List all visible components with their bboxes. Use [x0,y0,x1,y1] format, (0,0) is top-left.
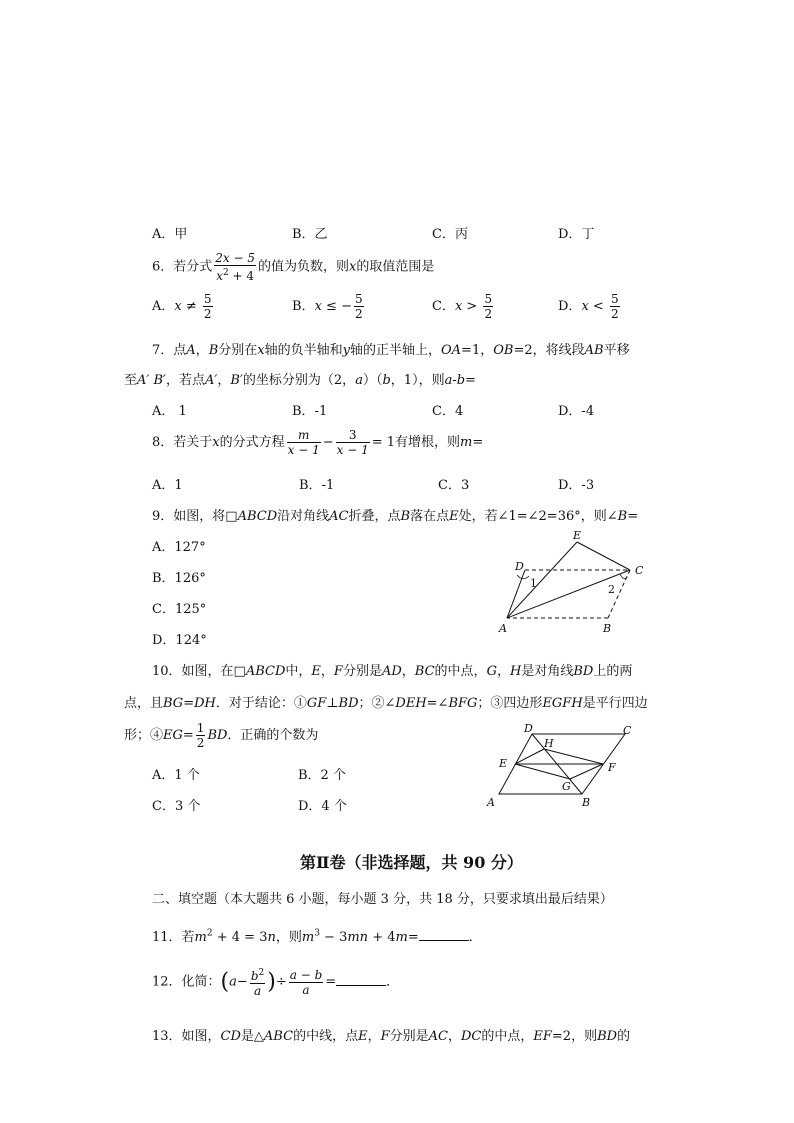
q12-answer-blank[interactable] [336,985,386,986]
q10-option-b: B．2 个 [298,768,346,783]
q10-label-a: A [487,796,495,809]
q9-option-c: C．125° [152,602,207,617]
q10-option-c: C．3 个 [152,799,201,814]
q8-option-b: B．-1 [299,478,335,493]
q9-stem: 9．如图，将□ABCD沿对角线AC折叠，点B落在点E处，若∠1=∠2=36°，则∠B= [152,509,639,524]
q8-option-d: D．-3 [558,478,595,493]
q9-label-b: B [603,622,612,635]
q10-label-h: H [544,737,554,750]
q10-label-e: E [499,757,508,770]
q11-answer-blank[interactable] [419,940,469,941]
q9-option-a: A．127° [152,540,206,555]
q11-stem: 11．若$m^2 + 4 = 3n$，则$m^3 - 3mn + 4m=$ ． [152,928,482,945]
q5-option-d: D．丁 [558,227,595,242]
q10-figure [482,722,642,812]
q8-option-a: A．1 [152,478,183,493]
q8-stem: 8．若关于x的分式方程 $\frac{m}{x - 1}$ − $\frac{3}{x - 1}$ = 1有增根，则m= [152,428,484,457]
q9-option-d: D．124° [152,633,207,648]
q9-label-c: C [635,564,644,577]
q9-angle-2: 2 [608,583,615,596]
q5-option-a: A．甲 [152,227,188,242]
q10-line3: 形；④EG= $\frac{1}{2}$ BD．正确的个数为 [124,721,319,750]
q10-label-g: G [562,780,571,793]
part2-title: 第Ⅱ卷（非选择题，共 90 分） [300,853,523,872]
q7-line1: 7．点A，B分别在x轴的负半轴和y轴的正半轴上，OA=1，OB=2，将线段AB平移 [152,343,630,358]
q10-line1: 10．如图，在□ABCD中，E，F分别是AD，BC的中点，G，H是对角线BD上的两 [152,664,633,679]
q6-option-a: A．x ≠ $\frac{5}{2}$ [152,292,212,321]
q7-option-d: D．-4 [558,404,595,419]
q10-line2: 点，且BG=DH．对于结论：①GF⊥BD；②∠DEH=∠BFG；③四边形EGFH是平行四边 [124,696,648,711]
q10-label-c: C [623,724,632,737]
section-fill-in-heading: 二、填空题（本大题共 6 小题，每小题 3 分，共 18 分，只要求填出最后结果） [152,892,613,907]
q6-fraction: $\frac{2x - 5}{x^2 + 4}$ [215,251,256,283]
q5-option-c: C．丙 [432,227,468,242]
q10-option-a: A．1 个 [152,768,200,783]
q9-label-d: D [515,560,524,573]
q6-option-d: D．x < $\frac{5}{2}$ [558,292,619,321]
q5-option-b: B．乙 [292,227,328,242]
q6-option-b: B．x ≤ − $\frac{5}{2}$ [292,292,363,321]
q8-option-c: C．3 [438,478,470,493]
q9-option-b: B．126° [152,571,206,586]
q10-label-d: D [524,722,533,735]
q10-option-d: D．4 个 [298,799,347,814]
q6-stem: 6．若分式 $\frac{2x - 5}{x^2 + 4}$ 的值为负数，则x的取值范围是 [152,251,435,283]
q7-option-b: B．-1 [292,404,328,419]
q13-stem: 13．如图，CD是△ABC的中线，点E，F分别是AC，DC的中点，EF=2，则BD的 [152,1029,631,1044]
q10-label-f: F [608,761,616,774]
q7-option-c: C．4 [432,404,464,419]
q7-line2: 至A′ B′，若点A′，B′的坐标分别为（2，a）（b，1），则a-b= [124,373,476,388]
q9-angle-1: 1 [530,577,537,590]
q9-label-e: E [573,530,582,542]
q7-option-a: A． 1 [152,404,187,419]
q12-stem: 12．化简：(a− $\frac{b^2}{a}$ )÷ $\frac{a - b}{a}$ = ． [152,967,400,998]
q9-figure [495,530,655,640]
q9-label-a: A [499,622,507,635]
q10-label-b: B [582,796,591,809]
q6-option-c: C．x > $\frac{5}{2}$ [432,292,493,321]
